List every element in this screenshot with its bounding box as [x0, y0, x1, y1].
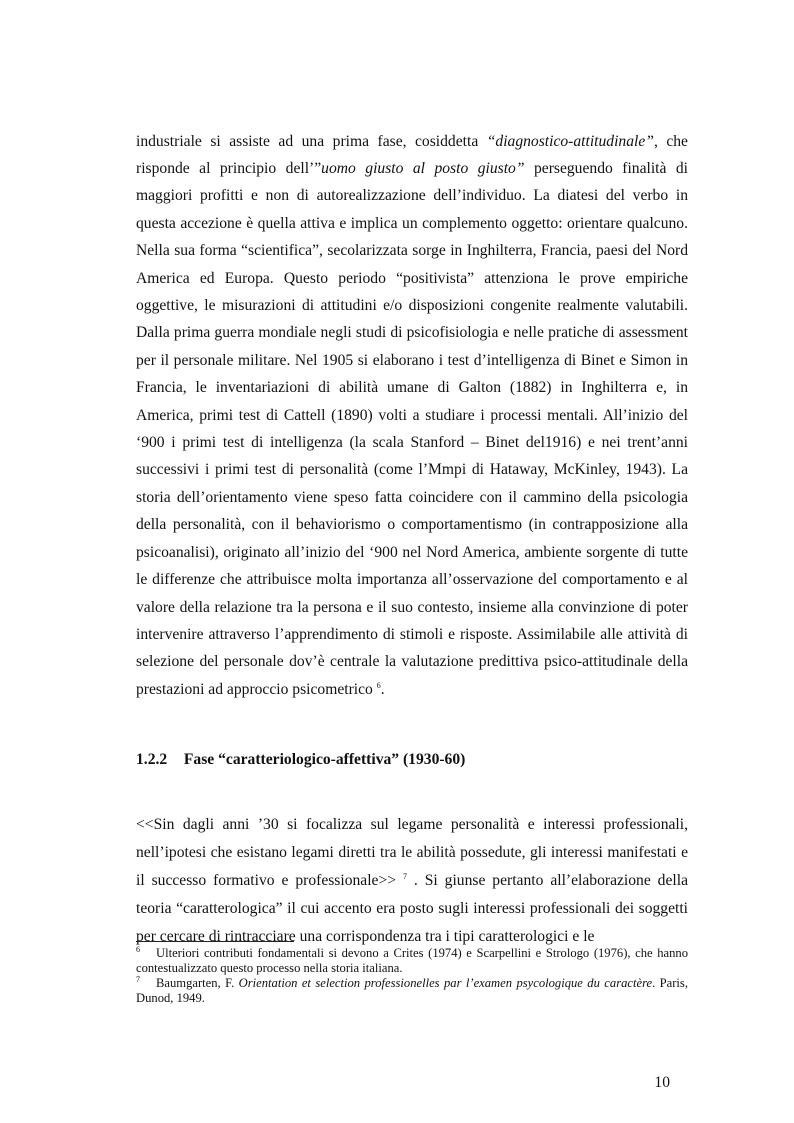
footnote-7: $^7$ Baumgarten, F. Orientation et selection professionelles par l’examen psycologique du caractère. Paris, Dunod, 1949.	[136, 974, 688, 1005]
italic-phrase-uomo-giusto: uomo giusto al posto giusto”	[321, 160, 525, 177]
footnote-text: Ulteriori contributi fondamentali si devono a Crites (1974) e Scarpellini e Strologo (1976), che hanno contestualizzato questo processo nella storia italiana.	[136, 946, 688, 975]
footnote-ref-6[interactable]: 6	[376, 680, 381, 690]
text-run: perseguendo finalità di maggiori profitti e non di autorealizzazione dell’individuo. La diatesi del verbo in questa accezione è quella attiva e implica un complemento oggetto: orientare qualcuno. Nella sua forma “scientifica”, secolarizzata sorge in Inghilterra, Francia, paesi del Nord America ed Europa. Questo periodo “positivista” attenziona le prove empiriche oggettive, le misurazioni di attitudini e/o disposizioni congenite realmente valutabili. Dalla prima guerra mondiale negli studi di psicofisiologia e nelle pratiche di assessment per il personale militare. Nel 1905 si elaborano i test d’intelligenza di Binet e Simon in Francia, le inventariazioni di abilità umane di Galton (1882) in Inghilterra e, in America, primi test di Cattell (1890) volti a studiare i processi mentali. All’inizio del ‘900 i primi test di intelligenza (la scala Stanford – Binet del1916) e nei trent’anni successivi i primi test di personalità (come l’Mmpi di Hataway, McKinley, 1943). La storia dell’orientamento viene speso fatta coincidere con il cammino della psicologia della personalità, con il behaviorismo o comportamentismo (in contrapposizione alla psicoanalisi), originato all’inizio del ‘900 nel Nord America, ambiente sorgente di tutte le differenze che attribuisce molta importanza all’osservazione del comportamento e al valore della relazione tra la persona e il suo contesto, insieme alla convinzione di poter intervenire attraverso l’apprendimento di stimoli e risposte. Assimilabile alle attività di selezione del personale dov’è centrale la valutazione predittiva psico-attitudinale della prestazioni ad approccio psicometrico	[136, 160, 689, 698]
section-heading	[136, 748, 688, 772]
text-run: .	[380, 680, 385, 698]
text-run: che risponde al principio dell’”	[136, 132, 688, 177]
text-run: . Si giunse pertanto all’elaborazione della teoria “caratterologica” il cui accento era posto sugli interessi professionali dei soggetti per cercare di rintracciare una corrispondenza tra i tipi caratterologici e le	[136, 871, 688, 945]
text-run: <<Sin dagli anni ’30 si focalizza sul legame personalità e interessi professionali, nell’ipotesi che esistano legami diretti tra le abilità possedute, gli interessi manifestati e il successo formativo e professionale>>	[136, 815, 688, 889]
footnote-text: Baumgarten, F.	[156, 976, 239, 990]
footnote-separator	[136, 941, 294, 942]
section-title: Fase “caratteriologico-affettiva” (1930-60)	[183, 751, 466, 768]
italic-term-diagnostico: “diagnostico-attitudinale”,	[486, 132, 658, 150]
footnotes	[136, 946, 688, 1006]
page-number: 10	[654, 1074, 670, 1091]
body-paragraph-2	[136, 811, 688, 951]
text-run: industriale si assiste ad una prima fase, cosiddetta	[136, 132, 487, 150]
footnote-title-italic: Orientation et selection professionelles par l’examen psycologique du caractère	[238, 976, 653, 990]
footnote-ref-7[interactable]: 7	[403, 871, 407, 881]
footnote-6: $^6$ Ulteriori contributi fondamentali si devono a Crites (1974) e Scarpellini e Strologo (1976), che hanno contestualizzato questo processo nella storia italiana.	[136, 944, 688, 975]
body-paragraph-1	[136, 128, 688, 704]
footnote-text: . Paris, Dunod, 1949.	[136, 976, 688, 1005]
section-number: 1.2.2	[136, 751, 168, 768]
